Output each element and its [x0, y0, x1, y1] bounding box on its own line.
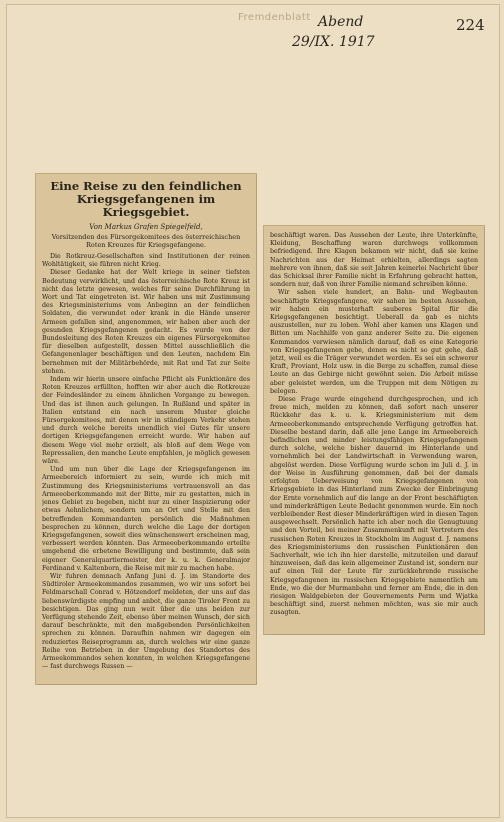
- article-subhead: Vorsitzenden des Fürsorgekomitees des österreichischen Roten Kreuzes für Kriegsgefangene.: [51, 233, 241, 249]
- article-title: Eine Reise zu den feindlichen Kriegsgefangenen im Kriegsgebiet.: [50, 179, 242, 219]
- clipping-left-column: [36, 174, 256, 684]
- paragraph: Und um nun über die Lage der Kriegsgefangenen im Armeebereich informiert zu sein, wurde ich mich mit Zustimmung des Kriegsministeriums vertrauensvoll an das Armeeoberkommando mit der Bitte, mir zu gestatten, mich in jenes Gebiet zu begeben, nicht nur zu einer Inspizierung oder etwas Aehnlichem, sondern um an Ort und Stelle mit den betreffenden Kommandanten persönlich die Maßnahmen besprechen zu können, durch welche die Lage der dortigen Kriegsgefangenen, soweit dies wünschenswert erscheinen mag, verbessert werden könnten. Das Armeeoberkommando erteilte umgehend die erbetene Bewilligung und bestimmte, daß sein eigener Generalquartiermeister, der k. u. k. Generalmajor Ferdinand v. Kaltenborn, die Reise mit mir zu machen habe.: [42, 466, 250, 572]
- paragraph: Diese Frage wurde eingehend durchgesprochen, und ich freue mich, melden zu können, daß sofort nach unserer Rückkehr das k. u. k. Kriegsministerium mit dem Armeeoberkommando entsprechende Verfügung getroffen hat. Dieselbe bestand darin, daß alle jene Lange im Armeebereich befindlichen und minder leistungsfähigen Kriegsgefangenen durch solche, welche bisher dauernd im Hinterlande und vornehmlich bei der Landwirtschaft in Verwendung waren, abgelöst werden. Diese Verfügung wurde schon im Juli d. J. in der Weise in Ausführung genommen, daß bei der damals erfolgten Ueberweisung von Kriegsgefangenen von Kriegsgebiete in das Hinterland zum Zwecke der Einbringung der Ernte vornehmlich auf die lange an der Front beschäftigten und minderkräftigen Leute Bedacht genommen wurde. Ein noch verbleibender Rest dieser Minderkräftigen wird in diesen Tagen ausgewechselt. Persönlich hatte ich aber noch die Genugtuung und den Vorteil, bei meiner Zusammenkunft mit Vertretern des russischen Roten Kreuzes in Stockholm im August d. J. namens des Kriegsministeriums den russischen Funktionären den Sachverhalt, wie ich ihn hier darstelle, mitzuteilen und darauf hinzuweisen, daß das kein allgemeiner Zustand ist, sondern nur auf einen Teil der Leute für zurückkehrende russische Kriegsgefangenen im russischen Kriegsgebiete namentlich am Ende, wo die der Murmanbahn und ferner am Ende, die in den riesigen Waldgebieten der Gouvernements Perm und Wjatka beschäftigt sind, zuerst nehmen möchten, was sie mir auch zusagten.: [270, 396, 478, 617]
- paragraph: Wir fuhren demnach Anfang Juni d. J. im Standorte des Südtiroler Armeekommandos zusammen, wo wir uns sofort bei Feldmarschall Conrad v. Hötzendorf meldeten, der uns auf das liebenswürdigste empfing und anbot, die ganze Tiroler Front zu besichtigen. Das ging nun weit über die uns beiden zur Verfügung stehende Zeit, ebenso über meinen Wunsch, der sich darauf beschränkte, mit den maßgebenden Persönlichkeiten sprechen zu können. Daraufhin nahmen wir dagegen ein reduziertes Reiseprogramm an, durch welches wir eine ganze Reihe von Betrieben in der Umgebung des Standortes des Armeekommandos sehen konnten, in welchen Kriegsgefangene — fast durchwegs Russen —: [42, 572, 250, 671]
- handwritten-date: 29/IX. 1917: [292, 34, 375, 50]
- article-author: Von Markus Grafen Spiegelfeld,: [89, 223, 203, 231]
- newspaper-stamp: Fremdenblatt: [238, 12, 311, 23]
- handwritten-edition: Abend: [318, 14, 364, 30]
- paragraph: Die Rotkreuz-Gesellschaften sind Institutionen der reinen Wohltätigkeit, sie führen nicht Krieg.: [42, 253, 250, 269]
- article-body-right: [270, 232, 478, 628]
- clipping-right-column: [264, 226, 484, 634]
- paragraph: Dieser Gedanke hat der Welt kriege in seiner tiefsten Bedeutung verwirklicht, und das österreichische Rote Kreuz ist nicht das letzte gewesen, welches für seine Durchführung in Wort und Tat eingetreten ist. Wir haben uns mit Zustimmung des Kriegsministeriums vom Anbeginn an der feindlichen Soldaten, die verwundet oder krank in die Hände unserer Armeen gefallen sind, angenommen, wir haben aber auch der gesunden Kriegsgefangenen gedacht. Es wurde von der Bundesleitung des Roten Kreuzes ein eigenes Fürsorgekomitee für dieselben aufgestellt, dessen Mittel ausschließlich die Gefangenenlager beschäftigen und den Leuten, nachdem Ein bernehmen mit der Militärbehörde, mit Rat und Tat zur Seite stehen.: [42, 269, 250, 375]
- handwritten-page-number: 224: [456, 16, 485, 34]
- paragraph: beschäftigt waren. Das Aussehen der Leute, ihre Unterkünfte, Kleidung, Beschaffung waren durchwegs vollkommen befriedigend. Ihre Klagen bekamen wir nicht, daß sie keine Nachrichten aus der Heimat erhielten, allerdings sagten mehrere von ihnen, daß sie seit Jahren keinerlei Nachricht über das Schicksal ihrer Familie nicht in Erfahrung gebracht hatten, sondern nur, daß von ihrer Familie niemand schreiben könne.: [270, 232, 478, 289]
- article-body-left: [42, 253, 250, 693]
- archive-sheet: [6, 4, 500, 818]
- paragraph: Wir sahen viele hundert, an Bahn- und Wegbauten beschäftigte Kriegsgefangene, wir sahen im besten Aussehen, wir haben ein musterhaft sauberes Spital für die Kriegsgefangenen besichtigt. Ueberall da gab es nichts auszustellen, nur zu loben. Wohl aber kamen uns Klagen und Bitten um Nachhilfe von ganz anderer Seite zu. Die eigenen Kommandos verwiesen nämlich darauf, daß es eine Kategorie von Kriegsgefangenen gebe, denen es nicht so gut gehe, daß jetzt, weil es die Träger verwundet werden. Es sei ein schwerer Kraft, Proviant, Holz usw. in die Berge zu schaffen, zumal diese Leute an das Gebirge nicht gewöhnt seien. Die Arbeit müsse aber geleistet werden, um die Truppen mit dem Nötigen zu belegen.: [270, 289, 478, 395]
- paragraph: Indem wir hierin unsere einfache Pflicht als Funktionäre des Roten Kreuzes erfüllten, hofften wir aber auch die Rotkreuze der Feindesländer zu einem ähnlichen Vorgange zu bewegen. Und das ist ihnen auch gelungen. In Rußland und später in Italien entstand ein nach unserem Muster gleiche Fürsorgekomitees, mit denen wir in ständigem Verkehr stehen und durch welche bereits unendlich viel Gutes für unsere dortigen Kriegsgefangenen erreicht wurde. Wir haben auf diesem Wege viel mehr erzielt, als bloß auf dem Wege von Repressalien, den manche Leute empfahlen, je möglich gewesen wäre.: [42, 376, 250, 466]
